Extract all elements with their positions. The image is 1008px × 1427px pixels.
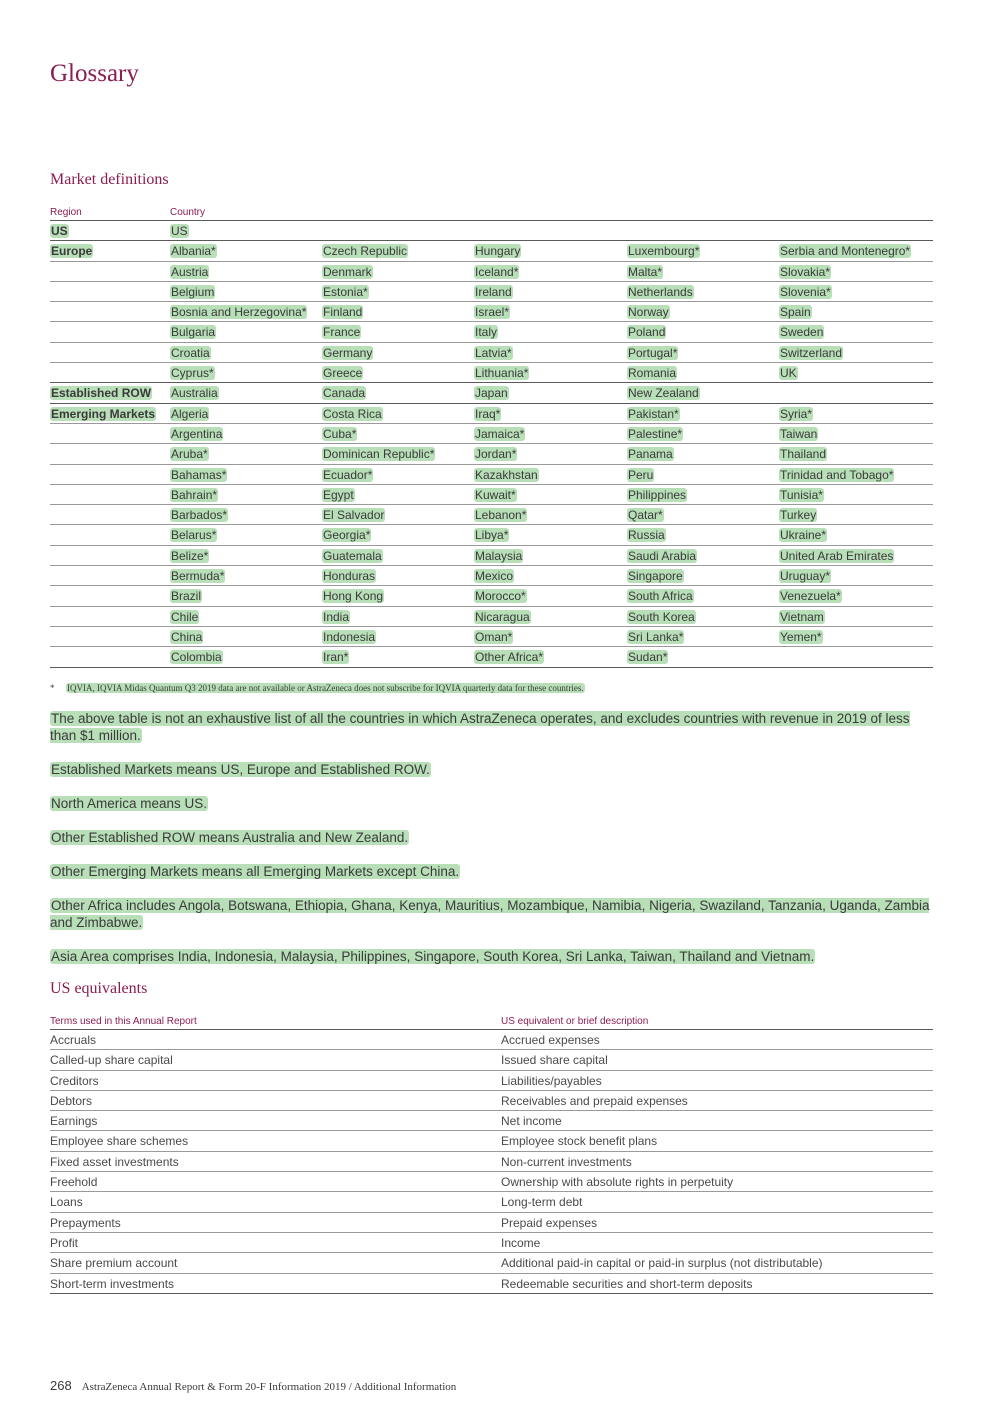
country-cell: South Africa — [628, 589, 693, 604]
region-cell: Established ROW — [51, 386, 152, 401]
country-cell: Colombia — [171, 650, 222, 665]
country-cell: Bahrain* — [171, 487, 218, 502]
market-row — [50, 566, 933, 586]
country-cell: Romania — [628, 366, 677, 381]
market-row — [50, 221, 933, 241]
market-row — [50, 485, 933, 505]
equivalent-column-header: US equivalent or brief description — [501, 1016, 649, 1027]
country-cell: Denmark — [323, 264, 372, 279]
us-equivalent-row — [50, 1172, 933, 1192]
country-cell: Russia — [628, 528, 665, 543]
country-cell: Croatia — [171, 345, 210, 360]
country-cell: Philippines — [628, 487, 687, 502]
market-row — [50, 322, 933, 342]
country-cell: Cyprus* — [171, 366, 214, 381]
country-cell: Palestine* — [628, 426, 683, 441]
market-row — [50, 627, 933, 647]
market-row — [50, 404, 933, 424]
term-cell: Prepayments — [50, 1215, 121, 1230]
country-cell: Ecuador* — [323, 467, 373, 482]
term-cell: Earnings — [50, 1114, 98, 1129]
market-row — [50, 607, 933, 627]
country-cell: Slovenia* — [780, 284, 831, 299]
page-footer — [50, 1378, 456, 1393]
country-cell: Iceland* — [475, 264, 519, 279]
footnote-text: IQVIA, IQVIA Midas Quantum Q3 2019 data are not available or AstraZeneca does not subscribe for IQVIA quarterly data for these countries. — [67, 683, 584, 693]
country-cell: Vietnam — [780, 609, 824, 624]
country-cell: South Korea — [628, 609, 695, 624]
country-cell: Algeria — [171, 406, 209, 421]
country-cell: Bermuda* — [171, 569, 225, 584]
country-cell: Hungary — [475, 244, 521, 259]
country-cell: Aruba* — [171, 447, 208, 462]
country-cell: Slovakia* — [780, 264, 831, 279]
market-row — [50, 647, 933, 667]
equivalent-cell: Receivables and prepaid expenses — [501, 1093, 688, 1108]
term-cell: Profit — [50, 1235, 79, 1250]
equivalent-cell: Additional paid-in capital or paid-in surplus (not distributable) — [501, 1256, 823, 1271]
footnote — [50, 683, 585, 693]
term-cell: Debtors — [50, 1093, 93, 1108]
us-equivalent-row — [50, 1253, 933, 1273]
region-cell: Europe — [51, 244, 93, 259]
us-table-body — [50, 1030, 933, 1294]
us-equivalent-row — [50, 1131, 933, 1151]
country-cell: Saudi Arabia — [628, 548, 697, 563]
country-cell: Sri Lanka* — [628, 629, 684, 644]
region-column-header: Region — [50, 207, 82, 218]
equivalent-cell: Long-term debt — [501, 1195, 583, 1210]
us-equivalent-row — [50, 1213, 933, 1233]
country-cell: Czech Republic — [323, 244, 408, 259]
country-cell: Switzerland — [780, 345, 843, 360]
country-cell: Singapore — [628, 569, 683, 584]
country-cell: Turkey — [780, 508, 817, 523]
country-cell: Qatar* — [628, 508, 663, 523]
country-cell: Jordan* — [475, 447, 517, 462]
equivalent-cell: Accrued expenses — [501, 1033, 600, 1047]
term-cell: Accruals — [50, 1033, 97, 1047]
country-cell: US — [171, 224, 188, 238]
term-cell: Employee share schemes — [50, 1134, 189, 1149]
market-row — [50, 586, 933, 606]
country-cell: Netherlands — [628, 284, 693, 299]
country-cell: Lithuania* — [475, 366, 529, 381]
country-cell: Serbia and Montenegro* — [780, 244, 911, 259]
country-cell: Indonesia — [323, 629, 376, 644]
definition-paragraph: Other Africa includes Angola, Botswana, Ethiopia, Ghana, Kenya, Mauritius, Mozambique, Namibia, Nigeria, Swaziland, Tanzania, Uganda, Zambia and Zimbabwe. — [50, 898, 930, 930]
country-cell: Australia — [171, 386, 218, 401]
market-table-body — [50, 221, 933, 668]
definition-paragraph: North America means US. — [51, 796, 208, 811]
region-cell: US — [51, 224, 68, 238]
country-cell: Trinidad and Tobago* — [780, 467, 894, 482]
country-cell: Chile — [171, 609, 199, 624]
equivalent-cell: Non-current investments — [501, 1154, 632, 1169]
equivalent-cell: Redeemable securities and short-term deposits — [501, 1276, 753, 1291]
market-row — [50, 241, 933, 261]
country-cell: Mexico — [475, 569, 514, 584]
definition-paragraph: Other Emerging Markets means all Emerging Markets except China. — [51, 864, 460, 879]
country-cell: Panama — [628, 447, 673, 462]
country-cell: Guatemala — [323, 548, 382, 563]
definition-paragraph: Other Established ROW means Australia and New Zealand. — [51, 830, 409, 845]
country-cell: Belize* — [171, 548, 209, 563]
country-cell: Luxembourg* — [628, 244, 700, 259]
definition-paragraph: Asia Area comprises India, Indonesia, Malaysia, Philippines, Singapore, South Korea, Sri Lanka, Taiwan, Thailand and Vietnam. — [51, 949, 815, 964]
term-cell: Fixed asset investments — [50, 1154, 179, 1169]
country-cell: Thailand — [780, 447, 827, 462]
country-cell: Bahamas* — [171, 467, 227, 482]
country-cell: Argentina — [171, 426, 223, 441]
country-cell: Yemen* — [780, 629, 822, 644]
us-equivalent-row — [50, 1111, 933, 1131]
term-cell: Called-up share capital — [50, 1053, 173, 1068]
country-cell: Pakistan* — [628, 406, 679, 421]
country-cell: Other Africa* — [475, 650, 544, 665]
country-cell: Latvia* — [475, 345, 512, 360]
market-row — [50, 525, 933, 545]
country-cell: Lebanon* — [475, 508, 527, 523]
market-row — [50, 343, 933, 363]
market-row — [50, 302, 933, 322]
country-cell: Uruguay* — [780, 569, 831, 584]
country-cell: Germany — [323, 345, 373, 360]
country-cell: Portugal* — [628, 345, 678, 360]
country-cell: Costa Rica — [323, 406, 382, 421]
us-equivalent-row — [50, 1274, 933, 1294]
equivalent-cell: Issued share capital — [501, 1053, 608, 1068]
definitions-paragraphs — [50, 710, 930, 982]
country-cell: Japan — [475, 386, 508, 401]
country-cell: UK — [780, 366, 797, 381]
market-definitions-table — [50, 206, 933, 668]
country-cell: Canada — [323, 386, 366, 401]
market-row — [50, 546, 933, 566]
country-cell: Brazil — [171, 589, 202, 604]
term-cell: Creditors — [50, 1073, 99, 1088]
country-cell: Estonia* — [323, 284, 368, 299]
us-equivalent-row — [50, 1152, 933, 1172]
us-table-header — [50, 1015, 933, 1030]
country-cell: Honduras — [323, 569, 376, 584]
us-equivalent-row — [50, 1071, 933, 1091]
country-cell: Malta* — [628, 264, 663, 279]
market-row — [50, 444, 933, 464]
term-cell: Loans — [50, 1195, 83, 1210]
country-cell: Libya* — [475, 528, 509, 543]
country-cell: Sweden — [780, 325, 824, 340]
country-cell: Morocco* — [475, 589, 526, 604]
country-cell: Belarus* — [171, 528, 217, 543]
country-cell: Austria — [171, 264, 209, 279]
equivalent-cell: Ownership with absolute rights in perpetuity — [501, 1175, 734, 1190]
country-cell: Sudan* — [628, 650, 668, 665]
country-cell: Cuba* — [323, 426, 357, 441]
country-cell: New Zealand — [628, 386, 699, 401]
country-cell: Syria* — [780, 406, 813, 421]
term-cell: Share premium account — [50, 1256, 178, 1271]
market-row — [50, 363, 933, 383]
market-row — [50, 465, 933, 485]
market-row — [50, 424, 933, 444]
country-cell: Israel* — [475, 305, 510, 320]
country-cell: Belgium — [171, 284, 215, 299]
country-cell: Kuwait* — [475, 487, 516, 502]
market-row — [50, 282, 933, 302]
us-equivalents-heading: US equivalents — [50, 980, 148, 997]
country-cell: Iran* — [323, 650, 349, 665]
us-equivalent-row — [50, 1091, 933, 1111]
country-cell: Taiwan — [780, 426, 818, 441]
market-definitions-heading: Market definitions — [50, 171, 169, 188]
equivalent-cell: Net income — [501, 1114, 562, 1129]
country-cell: Greece — [323, 366, 363, 381]
country-cell: India — [323, 609, 350, 624]
footnote-mark: * — [50, 683, 55, 693]
page-title: Glossary — [50, 60, 139, 87]
country-cell: Poland — [628, 325, 666, 340]
country-cell: Malaysia — [475, 548, 523, 563]
equivalent-cell: Liabilities/payables — [501, 1073, 602, 1088]
country-cell: Norway — [628, 305, 669, 320]
market-table-header — [50, 206, 933, 221]
terms-column-header: Terms used in this Annual Report — [50, 1016, 197, 1027]
country-cell: Dominican Republic* — [323, 447, 435, 462]
market-row — [50, 505, 933, 525]
country-cell: Jamaica* — [475, 426, 525, 441]
country-cell: Nicaragua — [475, 609, 530, 624]
equivalent-cell: Employee stock benefit plans — [501, 1134, 658, 1149]
country-cell: Tunisia* — [780, 487, 823, 502]
market-row — [50, 262, 933, 282]
country-cell: China — [171, 629, 203, 644]
country-cell: Barbados* — [171, 508, 228, 523]
country-cell: Italy — [475, 325, 498, 340]
term-cell: Short-term investments — [50, 1276, 175, 1291]
country-cell: Bulgaria — [171, 325, 216, 340]
country-cell: Hong Kong — [323, 589, 384, 604]
us-equivalent-row — [50, 1233, 933, 1253]
country-cell: Egypt — [323, 487, 354, 502]
us-equivalent-row — [50, 1050, 933, 1070]
us-equivalents-table — [50, 1015, 933, 1294]
country-cell: Ukraine* — [780, 528, 827, 543]
us-equivalent-row — [50, 1192, 933, 1212]
country-cell: Venezuela* — [780, 589, 841, 604]
country-cell: United Arab Emirates — [780, 548, 894, 563]
region-cell: Emerging Markets — [51, 406, 156, 421]
country-cell: Peru — [628, 467, 654, 482]
definition-paragraph: The above table is not an exhaustive list of all the countries in which AstraZeneca operates, and excludes countries with revenue in 2019 of less than $1 million. — [50, 711, 910, 743]
country-column-header: Country — [170, 207, 206, 218]
footer-text: AstraZeneca Annual Report & Form 20-F Information 2019 / Additional Information — [81, 1381, 457, 1393]
equivalent-cell: Income — [501, 1235, 541, 1250]
country-cell: France — [323, 325, 361, 340]
page-number: 268 — [50, 1378, 72, 1393]
country-cell: Kazakhstan — [475, 467, 538, 482]
us-equivalent-row — [50, 1030, 933, 1050]
country-cell: Oman* — [475, 629, 513, 644]
country-cell: Iraq* — [475, 406, 501, 421]
country-cell: El Salvador — [323, 508, 385, 523]
equivalent-cell: Prepaid expenses — [501, 1215, 598, 1230]
country-cell: Ireland — [475, 284, 512, 299]
definition-paragraph: Established Markets means US, Europe and Established ROW. — [51, 762, 430, 777]
country-cell: Spain — [780, 305, 811, 320]
country-cell: Georgia* — [323, 528, 371, 543]
country-cell: Finland — [323, 305, 363, 320]
country-cell: Albania* — [171, 244, 216, 259]
market-row — [50, 383, 933, 403]
term-cell: Freehold — [50, 1175, 98, 1190]
country-cell: Bosnia and Herzegovina* — [171, 305, 307, 320]
